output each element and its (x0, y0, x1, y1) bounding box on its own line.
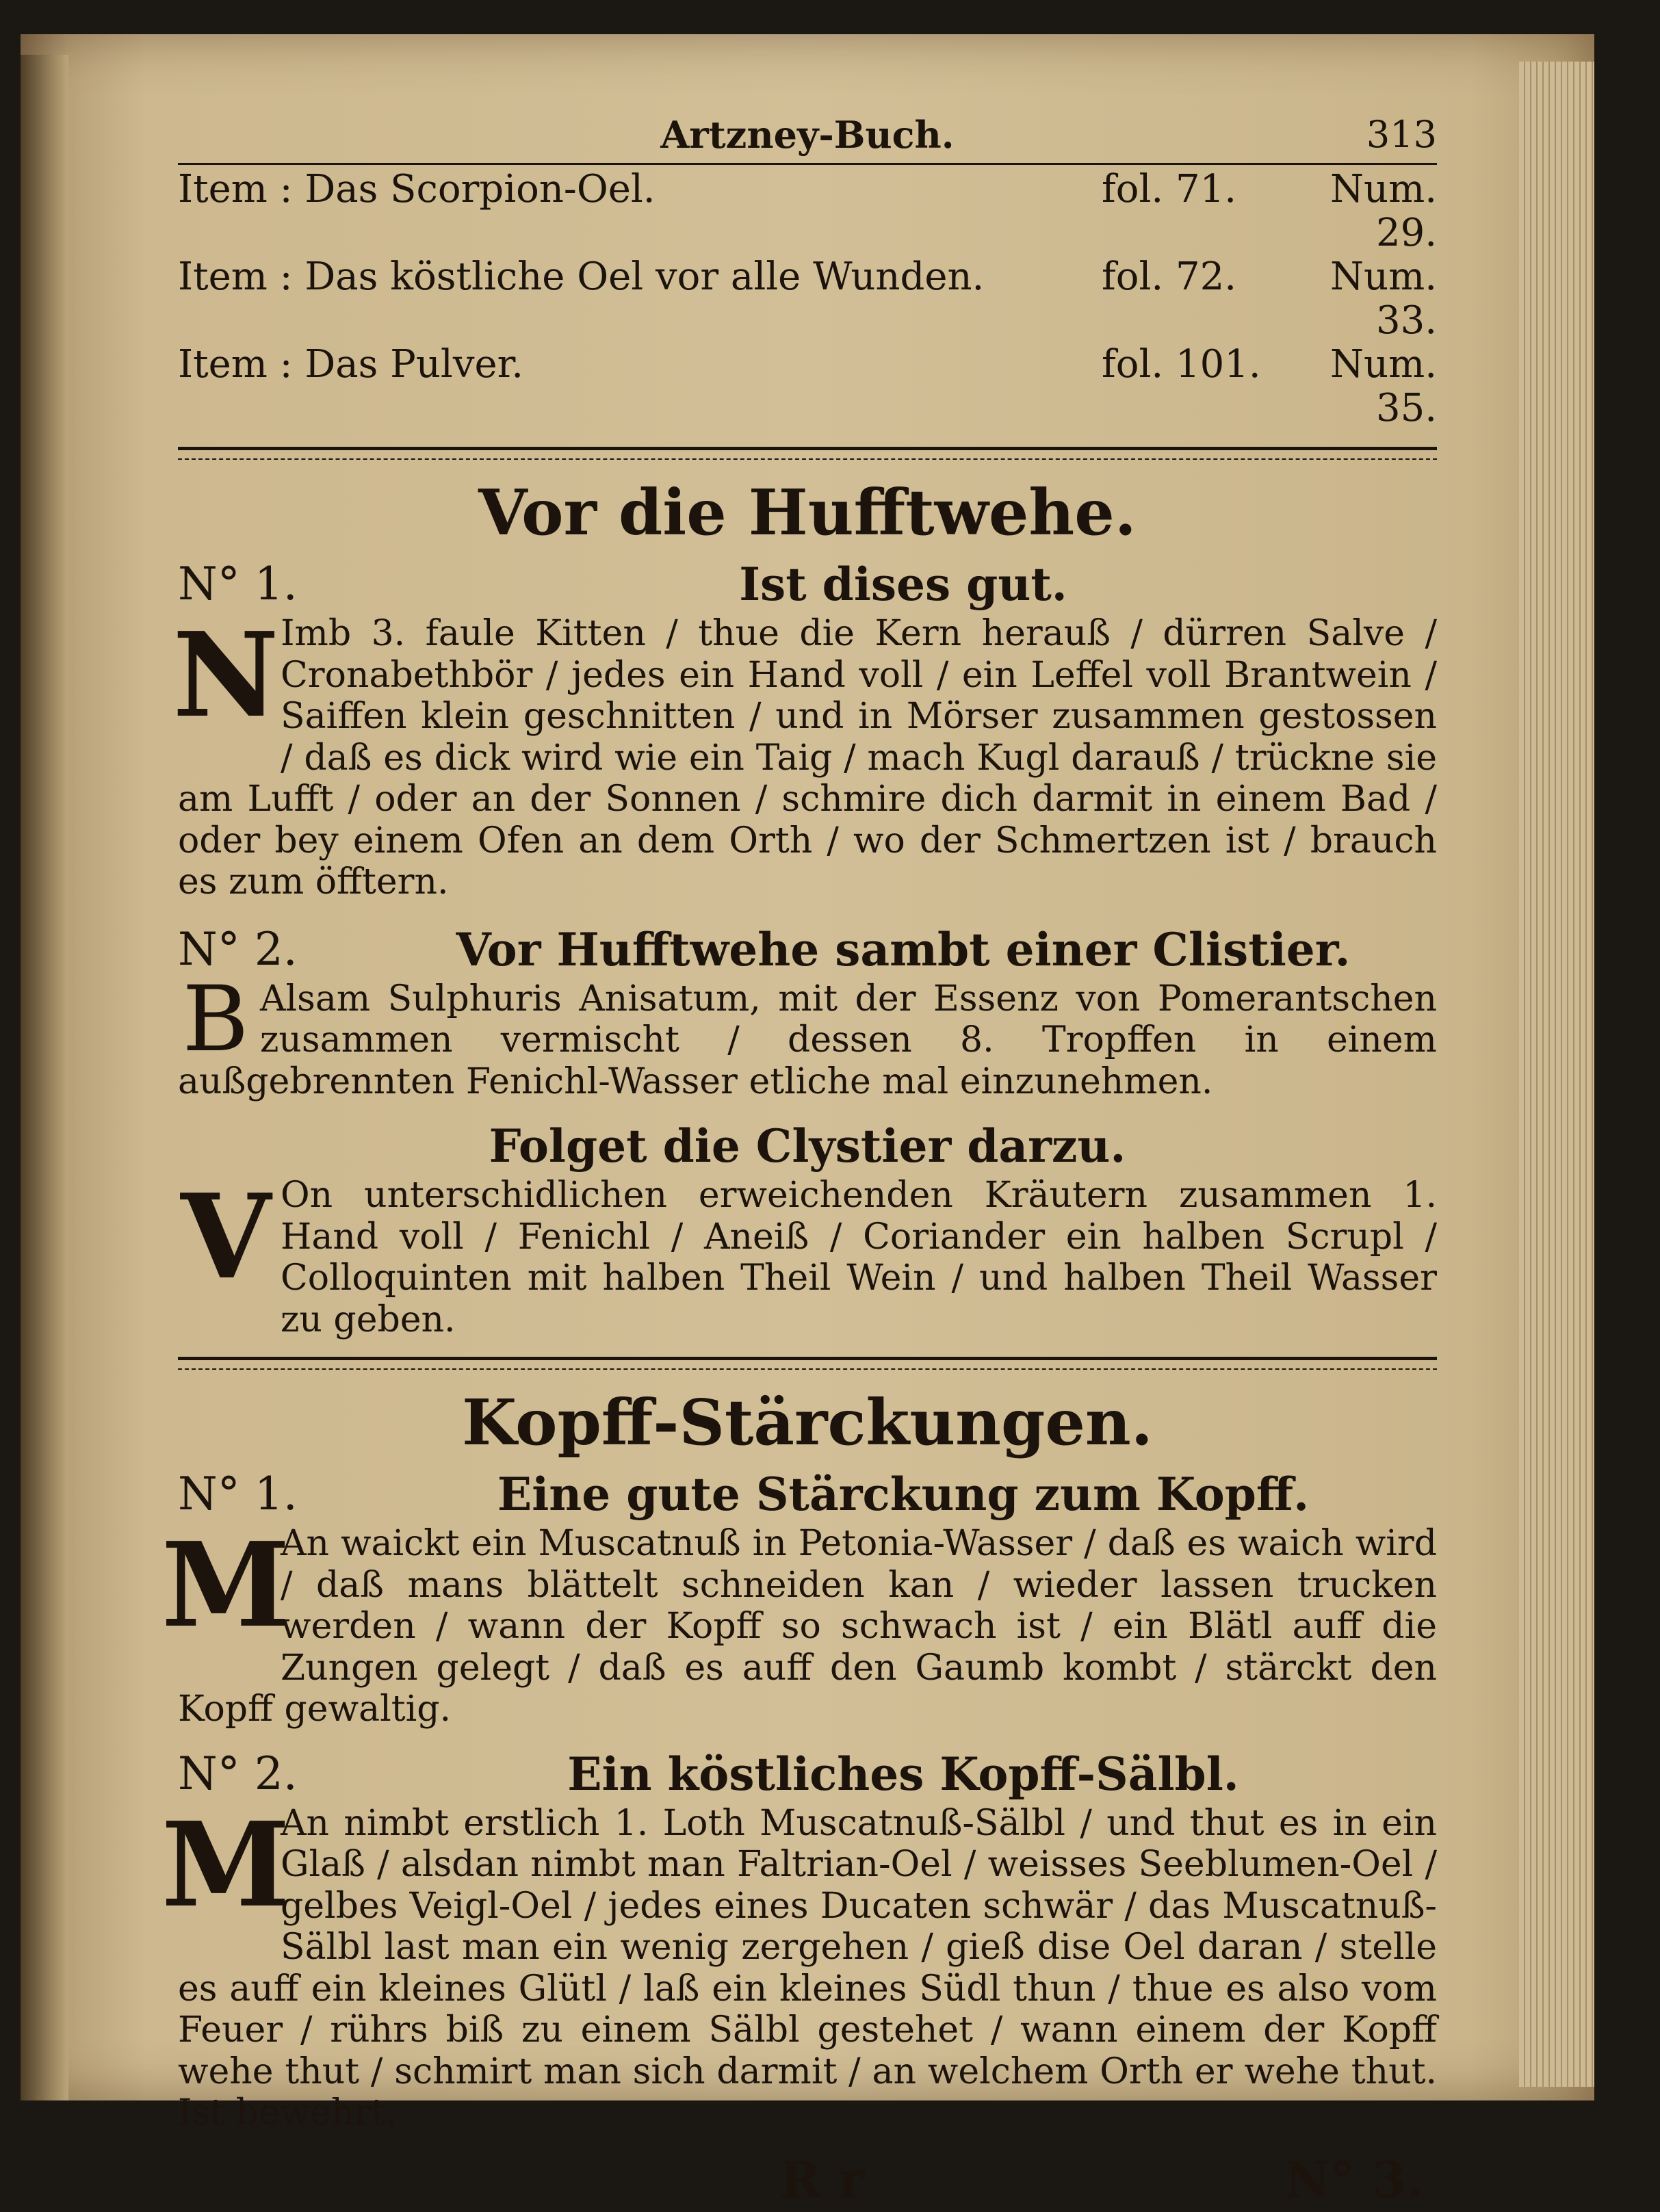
decorated-initial: M (161, 1517, 291, 1654)
entry-heading (178, 921, 1437, 978)
decorated-initial: V (181, 1169, 271, 1305)
entry-title: Vor Hufftwehe sambt einer Clistier. (456, 922, 1351, 976)
page-footer (178, 2144, 1437, 2212)
entry-heading (178, 1466, 1437, 1523)
section-rule (178, 447, 1437, 460)
reference-number: Num. 35. (1330, 342, 1437, 430)
page-number: 313 (1366, 113, 1437, 156)
recipe-paragraph (172, 607, 1437, 903)
reference-folio: fol. 101. (1102, 342, 1261, 387)
recipe-text: An waickt ein Muscatnuß in Petonia-Wasser / daß es waich wird / daß mans blättelt schneiden kan / wieder lassen trucken werden / wann der Kopff so schwach ist / ein Blätl auff die Zungen gelegt / daß es auff den Gaumb kombt / stärckt den Kopff gewaltig. (178, 1523, 1437, 1730)
head-rule (178, 163, 1437, 165)
entry-title: Eine gute Stärckung zum Kopff. (497, 1468, 1310, 1521)
entry-title: Ein köstliches Kopff-Sälbl. (567, 1747, 1239, 1801)
reference-number: Num. 29. (1330, 167, 1437, 255)
decorated-initial: M (161, 1796, 291, 1934)
entry-heading (178, 1117, 1437, 1175)
entry-number: N° 2. (178, 1747, 298, 1800)
entry-number: N° 1. (178, 558, 298, 610)
running-title: Artzney-Buch. (660, 113, 955, 157)
section-title-kopff: Kopff-Stärckungen. (462, 1385, 1153, 1459)
catchword: N° 3. (1284, 2150, 1423, 2209)
section-rule (178, 1357, 1437, 1370)
recipe-text: Alsam Sulphuris Anisatum, mit der Essenz von Pomerantschen zusammen vermischt / dessen 8. Tropffen in einem außgebrennten Fenichl-Wasser etliche mal einzunehmen. (178, 978, 1437, 1102)
reference-row (178, 168, 1437, 255)
running-head (178, 106, 1437, 168)
entry-heading (178, 556, 1437, 613)
recipe-text: An nimbt erstlich 1. Loth Muscatnuß-Sälbl / und thut es in ein Glaß / alsdan nimbt man Faltrian-Oel / weisses Seeblumen-Oel / gelbes Veigl-Oel / jedes eines Ducaten schwär / das Muscatnuß-Sälbl last man ein wenig zergehen / gieß dise Oel daran / stelle es auff ein kleines Glütl / laß ein kleines Südl thun / thue es also vom Feuer / rührs biß zu einem Sälbl gestehet / wann einem der Kopff wehe thut / schmirt man sich darmit / an welchem Orth er wehe thut. Ist bewehrt. (178, 1802, 1437, 2133)
entry-title: Folget die Clystier darzu. (489, 1119, 1126, 1173)
decorated-initial: N (172, 607, 279, 744)
reference-folio: fol. 72. (1102, 255, 1237, 299)
recipe-paragraph (161, 1517, 1437, 1730)
reference-number: Num. 33. (1330, 255, 1437, 343)
entry-title: Ist dises gut. (739, 558, 1067, 611)
entry-heading (178, 1745, 1437, 1803)
section-title-hufftwehe: Vor die Hufftwehe. (478, 476, 1137, 549)
reference-row (178, 343, 1437, 430)
recipe-text: Imb 3. faule Kitten / thue die Kern herauß / dürren Salve / Cronabethbör / jedes ein Hand voll / ein Leffel voll Brantwein / Saiffen klein geschnitten / und in Mörser zusammen gestossen / daß es dick wird wie ein Taig / mach Kugl darauß / trückne sie am Lufft / oder an der Sonnen / schmire dich darmit in einem Bad / oder bey einem Ofen an dem Orth / wo der Schmertzen ist / brauch es zum öfftern. (178, 613, 1437, 902)
reference-text: Item : Das köstliche Oel vor alle Wunden. (178, 255, 985, 299)
page-content (161, 106, 1437, 2212)
reference-text: Item : Das Pulver. (178, 342, 524, 387)
book-page (21, 34, 1594, 2209)
book-spine (21, 55, 68, 2100)
entry-number: N° 1. (178, 1468, 298, 1520)
page-edges (1519, 62, 1594, 2087)
recipe-text: On unterschidlichen erweichenden Kräutern zusammen 1. Hand voll / Fenichl / Aneiß / Coriander ein halben Scrupl / Colloquinten mit halben Theil Wein / und halben Theil Wasser zu geben. (281, 1175, 1437, 1340)
recipe-paragraph (178, 966, 1437, 1103)
reference-text: Item : Das Scorpion-Oel. (178, 167, 656, 211)
reference-folio: fol. 71. (1102, 167, 1237, 211)
recipe-paragraph (178, 1169, 1437, 1340)
entry-number: N° 2. (178, 922, 298, 976)
recipe-paragraph (161, 1796, 1437, 2134)
signature-mark: R r (780, 2150, 864, 2209)
reference-row (178, 255, 1437, 343)
initial-letter: B (182, 966, 249, 1072)
